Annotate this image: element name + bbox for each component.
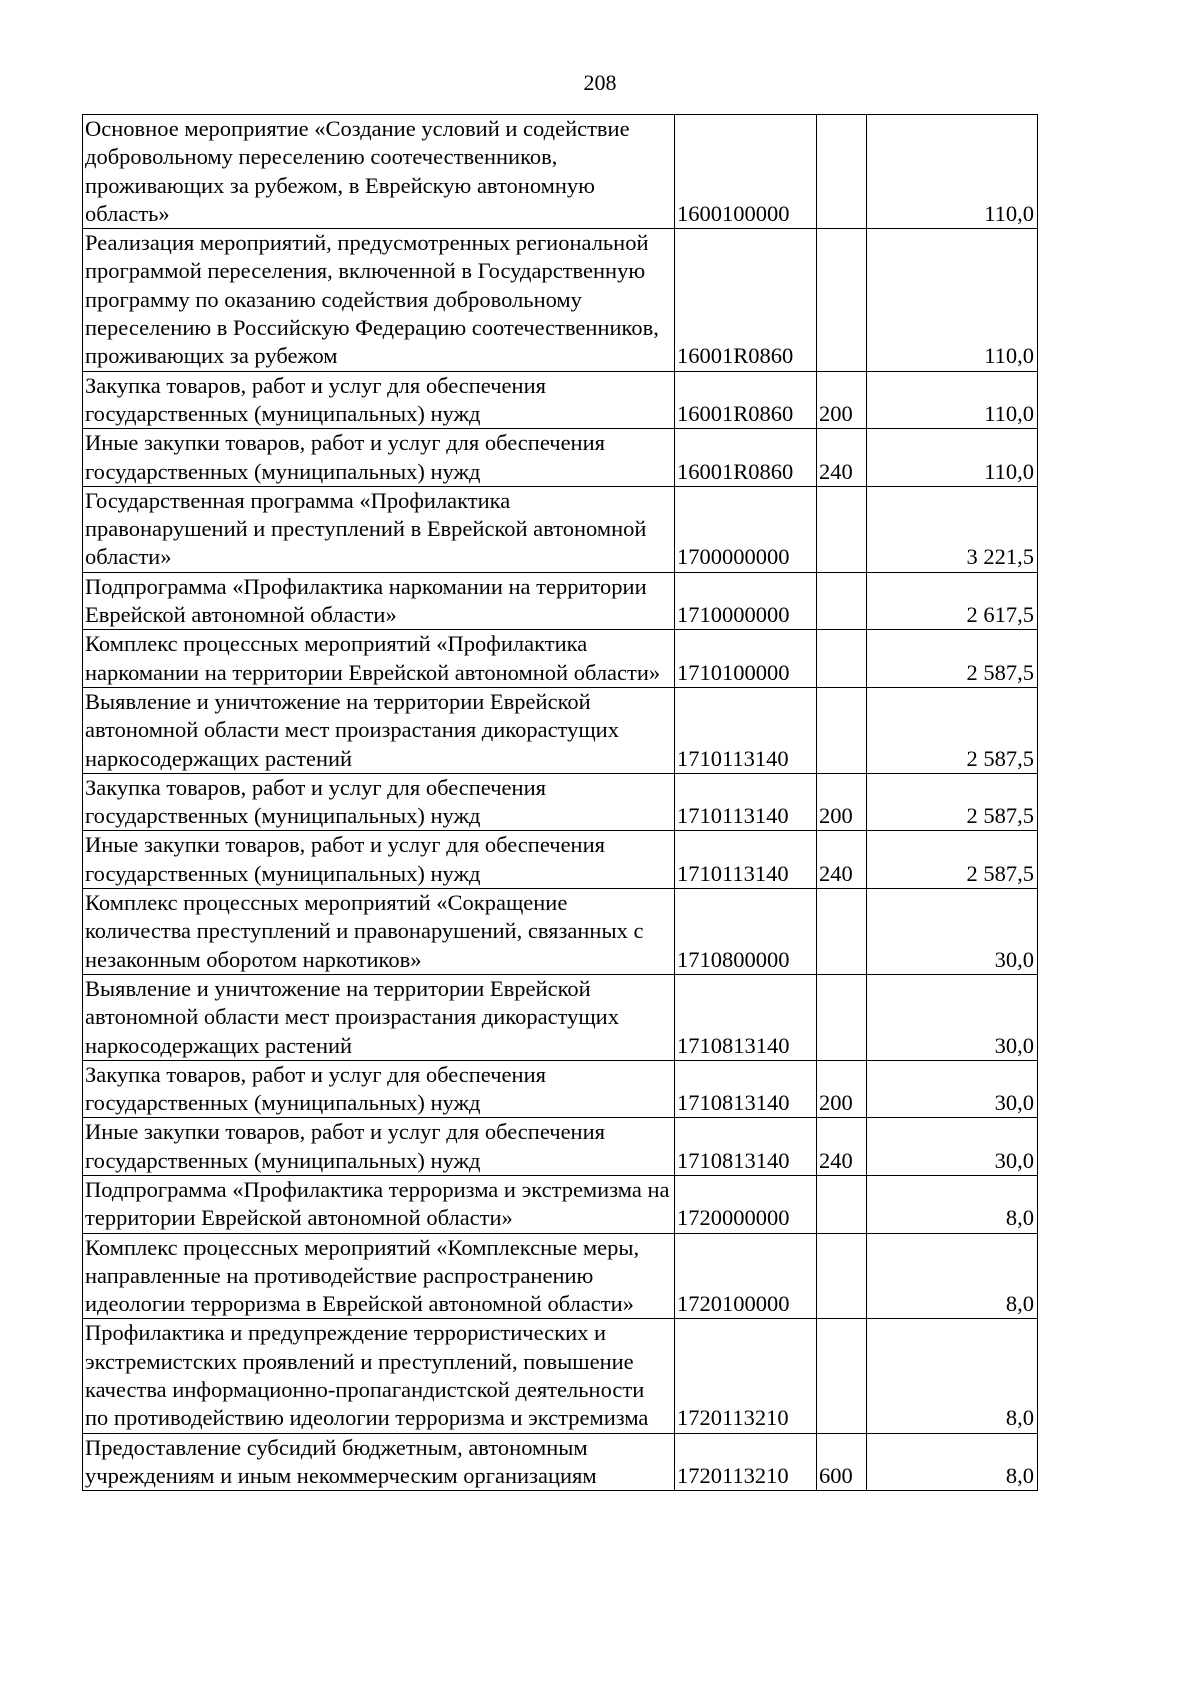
row-name: Закупка товаров, работ и услуг для обеспечения государственных (муниципальных) нужд xyxy=(83,371,675,429)
table-row xyxy=(83,115,1038,229)
row-name: Иные закупки товаров, работ и услуг для обеспечения государственных (муниципальных) нужд xyxy=(83,429,675,487)
row-expense-type xyxy=(817,630,867,688)
table-row xyxy=(83,1233,1038,1319)
row-target-code: 1720113210 xyxy=(675,1433,817,1491)
row-expense-type xyxy=(817,486,867,572)
row-name: Выявление и уничтожение на территории Еврейской автономной области мест произрастания дикорастущих наркосодержащих растений xyxy=(83,687,675,773)
table-row xyxy=(83,1060,1038,1118)
table-row xyxy=(83,687,1038,773)
row-name: Подпрограмма «Профилактика наркомании на территории Еврейской автономной области» xyxy=(83,572,675,630)
row-amount: 30,0 xyxy=(867,1118,1038,1176)
page-number: 208 xyxy=(583,70,617,95)
row-amount: 2 617,5 xyxy=(867,572,1038,630)
table-row xyxy=(83,572,1038,630)
row-target-code: 16001R0860 xyxy=(675,371,817,429)
row-amount: 30,0 xyxy=(867,1060,1038,1118)
row-amount: 110,0 xyxy=(867,429,1038,487)
row-amount: 2 587,5 xyxy=(867,773,1038,831)
row-target-code: 1720100000 xyxy=(675,1233,817,1319)
row-amount: 8,0 xyxy=(867,1233,1038,1319)
row-target-code: 1710813140 xyxy=(675,974,817,1060)
row-target-code: 1600100000 xyxy=(675,115,817,229)
row-expense-type: 200 xyxy=(817,371,867,429)
row-name: Реализация мероприятий, предусмотренных региональной программой переселения, включенной в Государственную программу по оказанию содействия добровольному переселению в Российскую Федерацию соотечественников, проживающих за рубежом xyxy=(83,229,675,371)
row-name: Государственная программа «Профилактика правонарушений и преступлений в Еврейской автономной области» xyxy=(83,486,675,572)
row-amount: 30,0 xyxy=(867,974,1038,1060)
row-amount: 8,0 xyxy=(867,1175,1038,1233)
row-amount: 110,0 xyxy=(867,229,1038,371)
row-amount: 8,0 xyxy=(867,1433,1038,1491)
table-row xyxy=(83,630,1038,688)
row-name: Предоставление субсидий бюджетным, автономным учреждениям и иным некоммерческим организациям xyxy=(83,1433,675,1491)
row-target-code: 1720113210 xyxy=(675,1319,817,1433)
row-expense-type xyxy=(817,1233,867,1319)
row-name: Закупка товаров, работ и услуг для обеспечения государственных (муниципальных) нужд xyxy=(83,1060,675,1118)
table-row xyxy=(83,1118,1038,1176)
row-expense-type xyxy=(817,115,867,229)
row-target-code: 1710800000 xyxy=(675,889,817,975)
table-row xyxy=(83,773,1038,831)
row-amount: 110,0 xyxy=(867,371,1038,429)
row-name: Иные закупки товаров, работ и услуг для обеспечения государственных (муниципальных) нужд xyxy=(83,831,675,889)
row-name: Выявление и уничтожение на территории Еврейской автономной области мест произрастания дикорастущих наркосодержащих растений xyxy=(83,974,675,1060)
row-target-code: 1710113140 xyxy=(675,687,817,773)
row-target-code: 1710813140 xyxy=(675,1118,817,1176)
table-row xyxy=(83,1319,1038,1433)
row-target-code: 1710113140 xyxy=(675,831,817,889)
budget-table xyxy=(82,114,1038,1491)
row-amount: 30,0 xyxy=(867,889,1038,975)
row-expense-type: 600 xyxy=(817,1433,867,1491)
row-expense-type xyxy=(817,974,867,1060)
row-target-code: 1700000000 xyxy=(675,486,817,572)
row-name: Подпрограмма «Профилактика терроризма и экстремизма на территории Еврейской автономной области» xyxy=(83,1175,675,1233)
row-expense-type xyxy=(817,889,867,975)
table-row xyxy=(83,1433,1038,1491)
row-expense-type xyxy=(817,1319,867,1433)
row-name: Закупка товаров, работ и услуг для обеспечения государственных (муниципальных) нужд xyxy=(83,773,675,831)
row-amount: 2 587,5 xyxy=(867,687,1038,773)
row-name: Комплекс процессных мероприятий «Комплексные меры, направленные на противодействие распространению идеологии терроризма в Еврейской автономной области» xyxy=(83,1233,675,1319)
row-name: Комплекс процессных мероприятий «Профилактика наркомании на территории Еврейской автономной области» xyxy=(83,630,675,688)
row-name: Комплекс процессных мероприятий «Сокращение количества преступлений и правонарушений, связанных с незаконным оборотом наркотиков» xyxy=(83,889,675,975)
table-row xyxy=(83,974,1038,1060)
row-expense-type xyxy=(817,1175,867,1233)
row-expense-type: 240 xyxy=(817,1118,867,1176)
row-target-code: 16001R0860 xyxy=(675,429,817,487)
table-row xyxy=(83,371,1038,429)
row-target-code: 1710100000 xyxy=(675,630,817,688)
row-expense-type xyxy=(817,687,867,773)
row-expense-type: 240 xyxy=(817,429,867,487)
row-target-code: 1720000000 xyxy=(675,1175,817,1233)
row-amount: 8,0 xyxy=(867,1319,1038,1433)
row-name: Основное мероприятие «Создание условий и содействие добровольному переселению соотечественников, проживающих за рубежом, в Еврейскую автономную область» xyxy=(83,115,675,229)
row-target-code: 1710000000 xyxy=(675,572,817,630)
row-name: Иные закупки товаров, работ и услуг для обеспечения государственных (муниципальных) нужд xyxy=(83,1118,675,1176)
row-target-code: 16001R0860 xyxy=(675,229,817,371)
row-amount: 2 587,5 xyxy=(867,630,1038,688)
row-expense-type xyxy=(817,572,867,630)
row-expense-type: 200 xyxy=(817,773,867,831)
table-row xyxy=(83,486,1038,572)
row-amount: 110,0 xyxy=(867,115,1038,229)
row-target-code: 1710813140 xyxy=(675,1060,817,1118)
table-row xyxy=(83,1175,1038,1233)
table-row xyxy=(83,229,1038,371)
row-expense-type: 240 xyxy=(817,831,867,889)
table-row xyxy=(83,429,1038,487)
row-name: Профилактика и предупреждение террористических и экстремистских проявлений и преступлений, повышение качества информационно-пропагандистской деятельности по противодействию идеологии терроризма и экстремизма xyxy=(83,1319,675,1433)
table-row xyxy=(83,889,1038,975)
row-amount: 3 221,5 xyxy=(867,486,1038,572)
row-expense-type xyxy=(817,229,867,371)
row-amount: 2 587,5 xyxy=(867,831,1038,889)
table-row xyxy=(83,831,1038,889)
row-target-code: 1710113140 xyxy=(675,773,817,831)
row-expense-type: 200 xyxy=(817,1060,867,1118)
